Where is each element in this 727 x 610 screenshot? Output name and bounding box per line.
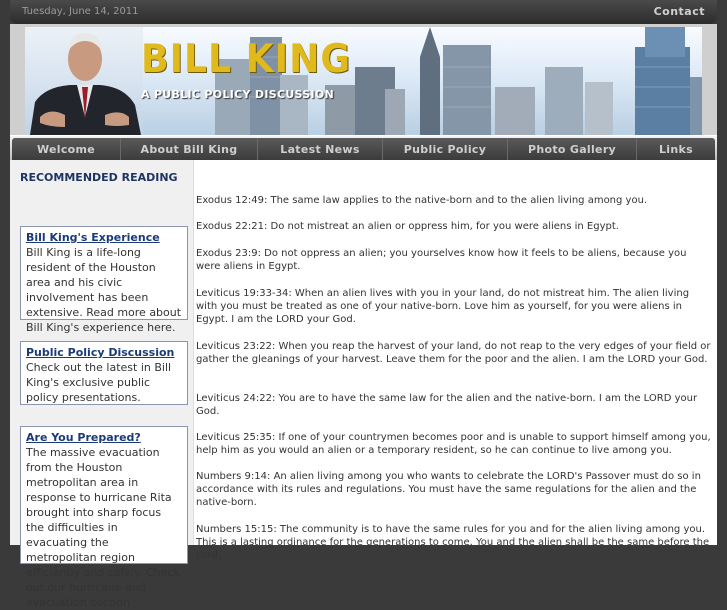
experience-text: Bill King is a life-long resident of the Houston area and his civic involvement has been extensive. Read more about Bill King's experience here.	[26, 246, 182, 334]
nav-links[interactable]: Links	[659, 143, 693, 156]
policy-discussion-box	[20, 341, 188, 405]
bill-king-photo	[25, 27, 143, 135]
recommended-reading-heading: RECOMMENDED READING	[20, 171, 178, 184]
page-container	[10, 24, 717, 609]
content-area	[10, 160, 717, 609]
verse-paragraph: Exodus 12:49: The same law applies to the native-born and to the alien living among you.	[196, 195, 648, 206]
policy-discussion-link[interactable]: Public Policy Discussion	[26, 346, 175, 359]
site-title: BILL KING	[141, 37, 352, 82]
verse-paragraph: Exodus 23:9: Do not oppress an alien; you yourselves know how it feels to be aliens, because you were aliens in Egypt.	[196, 248, 687, 272]
current-date: Tuesday, June 14, 2011	[22, 6, 139, 17]
verse-paragraph: Numbers 9:14: An alien living among you who wants to celebrate the LORD's Passover must do so in accordance with its rules and regulations. You must have the same regulations for the alien and the native-born.	[196, 471, 701, 508]
experience-box	[20, 226, 188, 334]
header-banner	[25, 27, 702, 135]
are-you-prepared-link[interactable]: Are You Prepared?	[26, 431, 141, 444]
verse-paragraph: Numbers 15:15: The community is to have the same rules for you and for the alien living among you. This is a lasting ordinance for the generations to come. You and the alien shall be the same before the Lord.	[196, 524, 710, 561]
verse-paragraph: Leviticus 19:33-34: When an alien lives with you in your land, do not mistreat him. The alien living with you must be treated as one of your native-born. Love him as yourself, for you were aliens in Egypt. I am the LORD your God.	[196, 288, 690, 325]
verse-paragraph: Leviticus 25:35: If one of your countrymen becomes poor and is unable to support himself among you, help him as you would an alien or a temporary resident, so he can continue to live among you.	[196, 432, 711, 456]
sidebar	[10, 160, 194, 609]
are-you-prepared-box	[20, 426, 188, 609]
site-subtitle: A PUBLIC POLICY DISCUSSION	[141, 88, 335, 101]
policy-discussion-text: Check out the latest in Bill King's exclusive public policy presentations.	[26, 361, 172, 404]
verse-paragraph: Leviticus 23:22: When you reap the harvest of your land, do not reap to the very edges of your field or gather the gleanings of your harvest. Leave them for the poor and the alien. I am the LORD your God.	[196, 341, 711, 365]
top-bar	[10, 0, 717, 24]
experience-link[interactable]: Bill King's Experience	[26, 231, 160, 244]
nav-welcome[interactable]: Welcome	[12, 138, 121, 161]
verse-paragraph: Leviticus 24:22: You are to have the same law for the alien and the native-born. I am the LORD your God.	[196, 393, 698, 417]
nav-photo-gallery[interactable]: Photo Gallery	[508, 138, 637, 161]
nav-about-bill-king[interactable]: About Bill King	[121, 138, 258, 161]
nav-public-policy[interactable]: Public Policy	[383, 138, 508, 161]
main-navigation	[10, 135, 717, 160]
contact-link[interactable]: Contact	[653, 5, 705, 18]
nav-latest-news[interactable]: Latest News	[258, 138, 383, 161]
verse-paragraph: Exodus 22:21: Do not mistreat an alien or oppress him, for you were aliens in Egypt.	[196, 221, 619, 232]
main-content	[196, 160, 714, 561]
are-you-prepared-text: The massive evacuation from the Houston metropolitan area in response to hurricane Rita brought into sharp focus the difficulties in evacuating the metropolitan region efficiently and safely. Check out our hurricane and evacuation section	[26, 446, 180, 609]
